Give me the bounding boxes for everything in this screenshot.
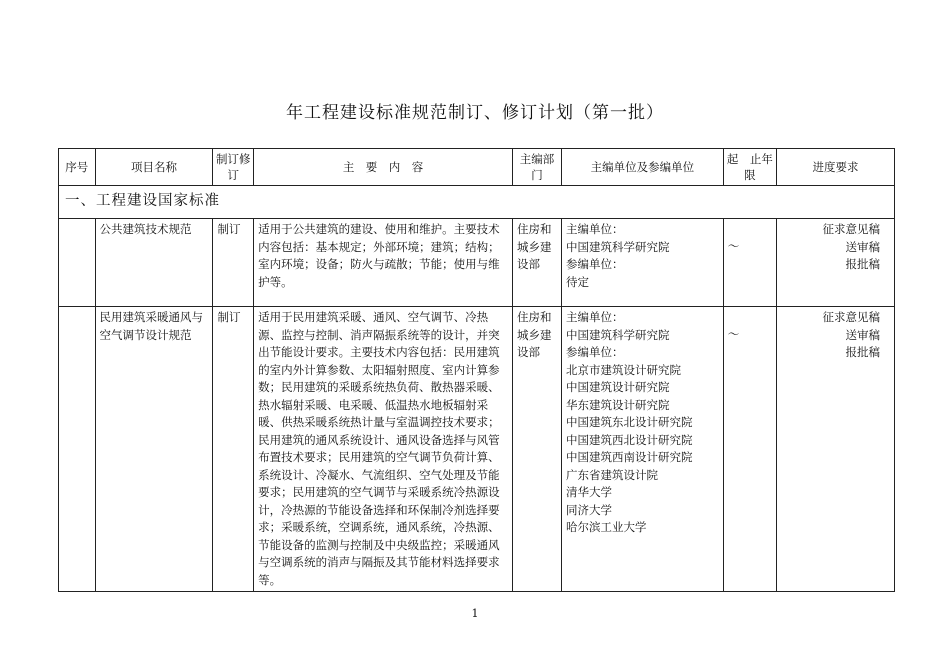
header-progress: 进度要求 bbox=[777, 149, 895, 186]
unit-line: 主编单位： bbox=[566, 222, 624, 236]
unit-line: 中国建筑西北设计研究院 bbox=[566, 432, 693, 447]
row-content: 适用于民用建筑采暖、通风、空气调节、冷热源、监控与控制、消声隔振系统等的设计，并突出节能设计要求。主要技术内容包括：民用建筑的室内外计算参数、太阳辐射照度、室内计算参数；民用建筑的采暖系统热负荷、散热器采暖、热水辐射采暖、电采暖、低温热水地板辐射采暖、供热采暖系统热计量与室温调控技术要求；民用建筑的通风系统设计、通风设备选择与风管布置技术要求；民用建筑的空气调节负荷计算、系统设计、冷凝水、气流组织、空气处理及节能要求；民用建筑的空气调节与采暖系统冷热源设计，冷热源的节能设备选择和环保制冷剂选择要求；采暖系统，空调系统，通风系统，冷热源、节能设备的监测与控制及中央级监控；采暖通风与空调系统的消声与隔振及其节能材料选择要求等。 bbox=[254, 307, 513, 592]
row-period bbox=[723, 219, 776, 307]
table-row bbox=[59, 307, 895, 592]
row-units bbox=[562, 219, 724, 307]
header-type: 制订修订 bbox=[213, 149, 254, 186]
section-title: 一、工程建设国家标准 bbox=[59, 186, 895, 219]
row-name: 民用建筑采暖通风与空气调节设计规范 bbox=[95, 307, 213, 592]
row-progress bbox=[777, 307, 895, 592]
header-content: 主 要 内 容 bbox=[254, 149, 513, 186]
progress-line: 征求意见稿 bbox=[822, 222, 880, 236]
unit-line: 中国建筑西南设计研究院 bbox=[566, 450, 693, 464]
period-value: ～ bbox=[727, 327, 740, 341]
row-units bbox=[562, 307, 724, 592]
row-progress bbox=[777, 219, 895, 307]
header-name: 项目名称 bbox=[95, 149, 213, 186]
row-type: 制订 bbox=[213, 219, 254, 307]
row-dept: 住房和城乡建设部 bbox=[512, 219, 561, 307]
row-type: 制订 bbox=[213, 307, 254, 592]
unit-line: 待定 bbox=[566, 274, 590, 289]
unit-line: 同济大学 bbox=[566, 502, 613, 517]
page-number: 1 bbox=[471, 607, 479, 620]
progress-line: 征求意见稿 bbox=[822, 310, 880, 324]
unit-line: 广东省建筑设计院 bbox=[566, 467, 659, 482]
row-name: 公共建筑技术规范 bbox=[95, 219, 213, 307]
header-dept: 主编部门 bbox=[512, 149, 561, 186]
row-seq bbox=[59, 307, 96, 592]
progress-line: 报批稿 bbox=[845, 345, 880, 359]
row-dept: 住房和城乡建设部 bbox=[512, 307, 561, 592]
unit-line: 主编单位： bbox=[566, 310, 624, 324]
unit-line: 中国建筑科学研究院 bbox=[566, 327, 670, 342]
progress-line: 报批稿 bbox=[845, 257, 880, 271]
row-period bbox=[723, 307, 776, 592]
table-header-row bbox=[59, 149, 895, 186]
section-row bbox=[59, 186, 895, 219]
table-row bbox=[59, 219, 895, 307]
unit-line: 中国建筑东北设计研究院 bbox=[566, 415, 693, 429]
header-period: 起 止年 限 bbox=[723, 149, 776, 186]
standards-plan-table bbox=[58, 148, 895, 592]
document-title: 年工程建设标准规范制订、修订计划（第一批） bbox=[286, 103, 664, 123]
header-seq: 序号 bbox=[59, 149, 96, 186]
unit-line: 哈尔滨工业大学 bbox=[566, 520, 647, 534]
unit-line: 华东建筑设计研究院 bbox=[566, 397, 670, 412]
unit-line: 中国建筑设计研究院 bbox=[566, 380, 670, 394]
period-value: ～ bbox=[727, 239, 740, 253]
row-content: 适用于公共建筑的建设、使用和维护。主要技术内容包括：基本规定；外部环境；建筑；结构；室内环境；设备；防火与疏散；节能；使用与维护等。 bbox=[254, 219, 513, 307]
header-units: 主编单位及参编单位 bbox=[562, 149, 724, 186]
unit-line: 参编单位： bbox=[566, 257, 624, 271]
unit-line: 清华大学 bbox=[566, 485, 613, 499]
progress-line: 送审稿 bbox=[845, 327, 880, 342]
unit-line: 北京市建筑设计研究院 bbox=[566, 362, 682, 377]
progress-line: 送审稿 bbox=[845, 239, 880, 254]
unit-line: 参编单位： bbox=[566, 345, 624, 359]
unit-line: 中国建筑科学研究院 bbox=[566, 239, 670, 254]
row-seq bbox=[59, 219, 96, 307]
